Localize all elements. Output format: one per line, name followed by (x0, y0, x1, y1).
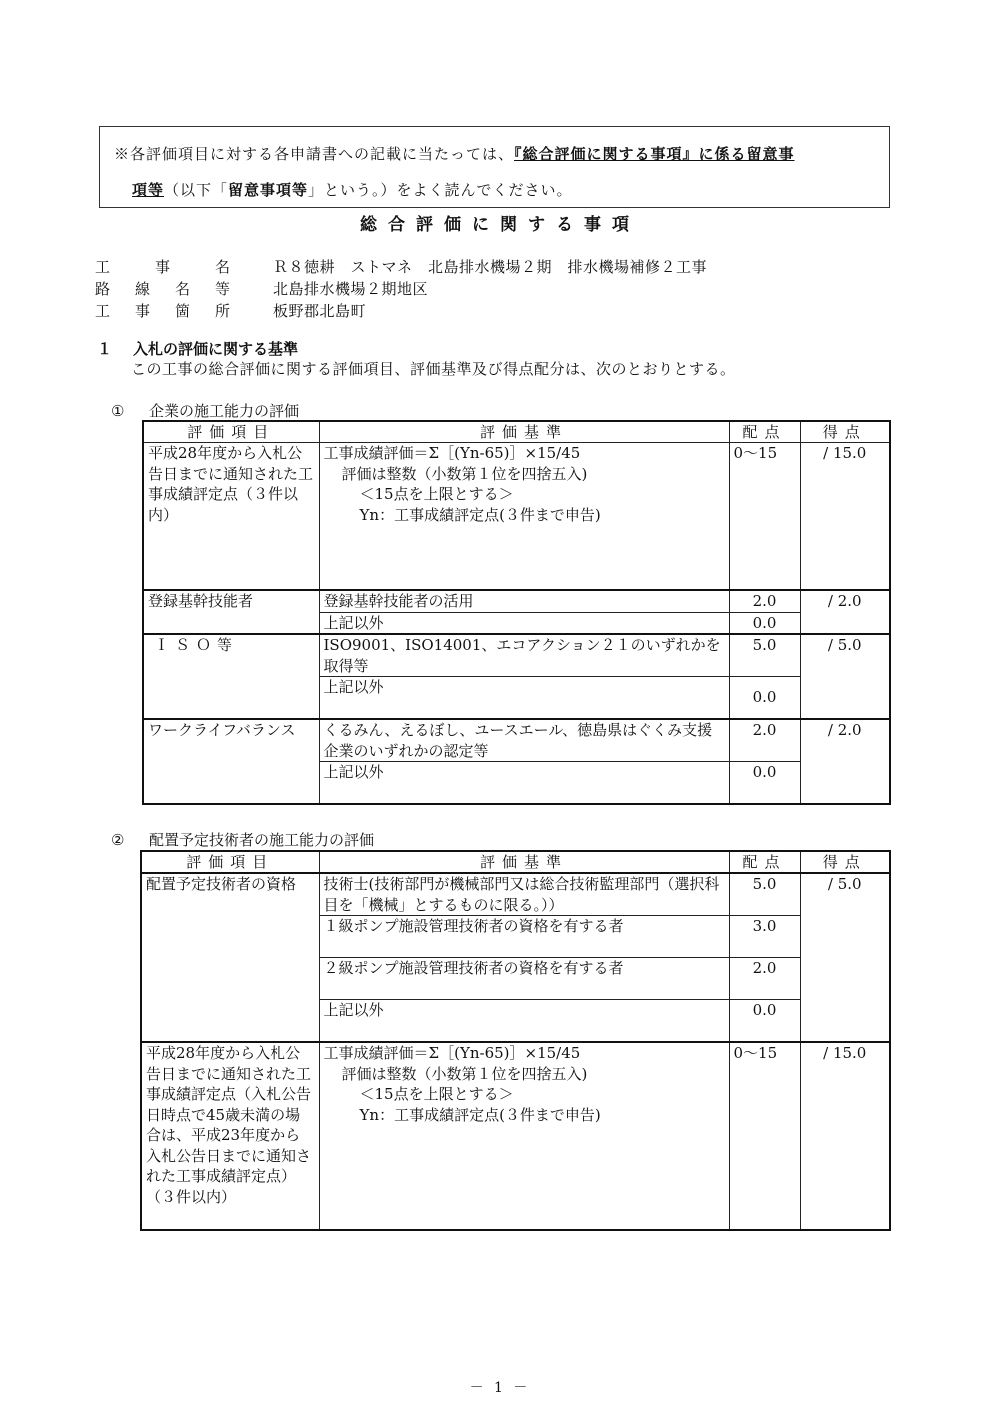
section-description: この工事の総合評価に関する評価項目、評価基準及び得点配分は、次のとおりとする。 (131, 360, 736, 378)
points-cell: 0.0 (729, 762, 800, 805)
points-cell: 0.0 (729, 677, 800, 720)
points-cell: 0～15 (729, 443, 800, 591)
table-header-row (141, 851, 890, 873)
score-cell: / 15.0 (800, 1042, 890, 1230)
info-label: 路 線 名 等 (95, 280, 230, 298)
notice-line-1 (114, 136, 889, 172)
engineer-evaluation-table (140, 850, 891, 1231)
item-cell: 登録基幹技能者 (143, 590, 319, 634)
item-cell: 平成28年度から入札公告日までに通知された工事成績評定点（入札公告日時点で45歳未満の場合は、平成23年度から入札公告日までに通知された工事成績評定点）（３件以内） (141, 1042, 319, 1230)
header-score: 得点 (800, 851, 890, 873)
points-cell: 0.0 (729, 1000, 800, 1043)
criteria-cell: 工事成績評価＝Σ［(Yn-65)］×15/45 評価は整数（小数第１位を四捨五入) ＜15点を上限とする＞ Yn：工事成績評定点(３件まで申告) (319, 1042, 729, 1230)
header-points: 配点 (729, 421, 800, 443)
item-cell: 平成28年度から入札公告日までに通知された工事成績評定点（３件以内） (143, 443, 319, 591)
header-score: 得点 (800, 421, 890, 443)
notice-text: （以下「 (164, 181, 229, 199)
table-row (141, 873, 890, 916)
criteria-cell: ２級ポンプ施設管理技術者の資格を有する者 (319, 958, 729, 1000)
info-value: 北島排水機場２期地区 (273, 280, 429, 298)
criteria-cell: １級ポンプ施設管理技術者の資格を有する者 (319, 916, 729, 958)
points-cell: 2.0 (729, 958, 800, 1000)
score-cell: / 2.0 (800, 590, 890, 634)
notice-reference-cont: 項等 (132, 181, 165, 199)
header-criteria: 評価基準 (319, 851, 729, 873)
criteria-cell: 技術士(技術部門が機械部門又は総合技術監理部門（選択科目を「機械」とするものに限る。）） (319, 873, 729, 916)
info-row-route (95, 278, 707, 300)
item-cell: 配置予定技術者の資格 (141, 873, 319, 1042)
document-title: 総合評価に関する事項 (360, 215, 640, 235)
header-criteria: 評価基準 (319, 421, 729, 443)
criteria-cell: くるみん、えるぼし、ユースエール、徳島県はぐくみ支援企業のいずれかの認定等 (319, 719, 729, 762)
project-info (95, 256, 707, 322)
header-item: 評価項目 (141, 851, 319, 873)
criteria-cell: ISO9001、ISO14001、エコアクション２１のいずれかを取得等 (319, 634, 729, 677)
points-cell: 5.0 (729, 873, 800, 916)
section-heading: １ 入札の評価に関する基準 (97, 340, 299, 358)
item-cell: ＩＳＯ等 (143, 634, 319, 719)
subsection-heading-2: ② 配置予定技術者の施工能力の評価 (111, 831, 375, 849)
info-row-location (95, 300, 707, 322)
subsection-heading-1: ① 企業の施工能力の評価 (111, 402, 300, 420)
table-row (143, 443, 890, 591)
table-row (143, 634, 890, 677)
criteria-cell: 上記以外 (319, 612, 729, 634)
notice-box (99, 126, 890, 208)
info-value: 板野郡北島町 (273, 302, 367, 320)
info-row-project-name (95, 256, 707, 278)
points-cell: 0.0 (729, 612, 800, 634)
page-number: － 1 － (469, 1380, 531, 1396)
criteria-cell: 上記以外 (319, 677, 729, 720)
score-cell: / 5.0 (800, 634, 890, 719)
score-cell: / 2.0 (800, 719, 890, 804)
criteria-cell: 工事成績評価＝Σ［(Yn-65)］×15/45 評価は整数（小数第１位を四捨五入) ＜15点を上限とする＞ Yn：工事成績評定点(３件まで申告) (319, 443, 729, 591)
score-cell: / 5.0 (800, 873, 890, 1042)
company-evaluation-table (142, 420, 891, 805)
info-label: 工 事 名 (95, 258, 230, 276)
points-cell: 2.0 (729, 590, 800, 612)
table-header-row (143, 421, 890, 443)
notice-reference: 『総合評価に関する事項』に係る留意事 (514, 145, 795, 163)
item-cell: ワークライフバランス (143, 719, 319, 804)
table-row (143, 590, 890, 612)
notice-text: 」という。）をよく読んでください。 (308, 181, 573, 199)
table-row (141, 1042, 890, 1230)
criteria-cell: 上記以外 (319, 762, 729, 805)
points-cell: 0～15 (729, 1042, 800, 1230)
info-value: Ｒ８徳耕 ストマネ 北島排水機場２期 排水機場補修２工事 (273, 258, 708, 276)
notice-bold-term: 留意事項等 (228, 181, 309, 199)
points-cell: 3.0 (729, 916, 800, 958)
header-item: 評価項目 (143, 421, 319, 443)
table-row (143, 719, 890, 762)
info-label: 工 事 箇 所 (95, 302, 230, 320)
points-cell: 5.0 (729, 634, 800, 677)
notice-line-2 (114, 172, 889, 208)
points-cell: 2.0 (729, 719, 800, 762)
score-cell: / 15.0 (800, 443, 890, 591)
criteria-cell: 上記以外 (319, 1000, 729, 1043)
notice-text: ※各評価項目に対する各申請書への記載に当たっては、 (114, 145, 515, 163)
criteria-cell: 登録基幹技能者の活用 (319, 590, 729, 612)
header-points: 配点 (729, 851, 800, 873)
